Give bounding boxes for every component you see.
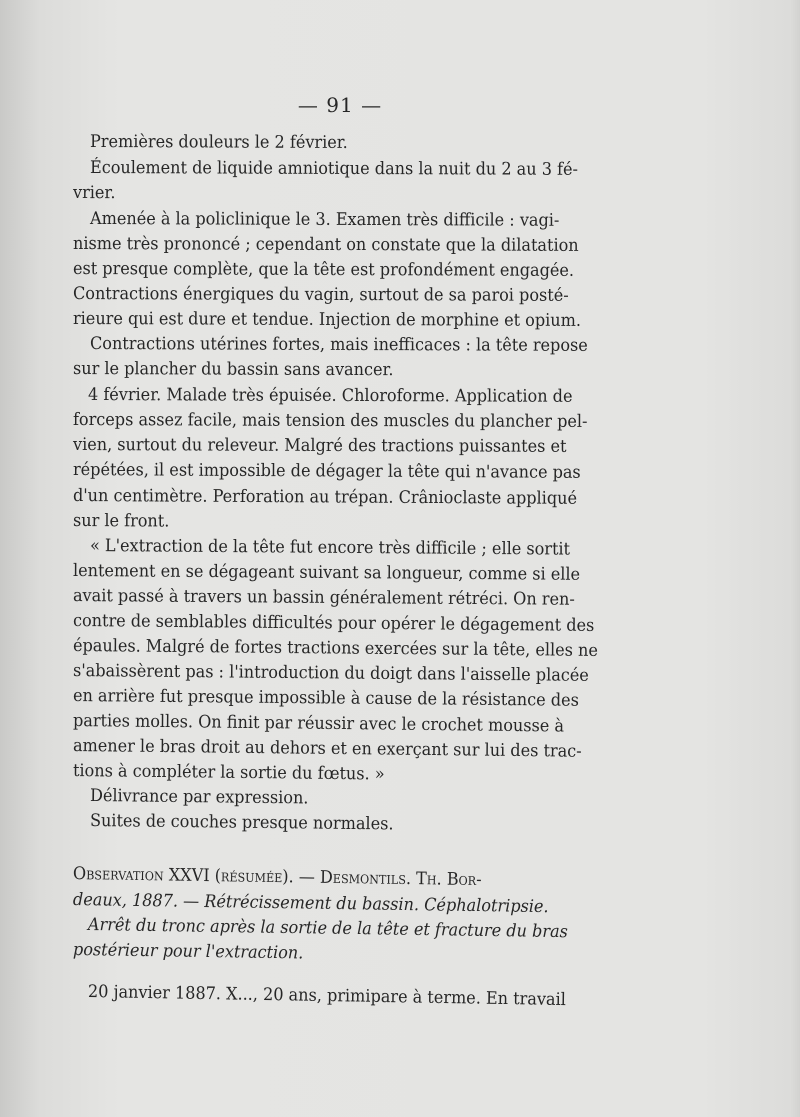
text-line: sur le front. — [72, 511, 170, 532]
text-line: rieure qui est dure et tendue. Injection de morphine et opium. — [72, 309, 582, 331]
text-line: tions à compléter la sortie du fœtus. » — [72, 761, 385, 785]
observation-line: Arrêt du tronc après la sortie de la tête et fracture du bras — [87, 915, 568, 943]
text-line: d'un centimètre. Perforation au trépan. Crânioclaste appliqué — [72, 486, 578, 509]
observation-line: deaux, 1887. — Rétrécissement du bassin. Céphalotripsie. — [72, 890, 549, 918]
text-line: Premières douleurs le 2 février. — [89, 132, 348, 153]
text-line: s'abaissèrent pas : l'introduction du doigt dans l'aisselle placée — [72, 661, 589, 686]
text-line: parties molles. On finit par réussir avec le crochet mousse à — [72, 711, 565, 737]
text-line: Délivrance par expression. — [89, 786, 309, 809]
observation-line: postérieur pour l'extraction. — [72, 940, 304, 964]
text-line: Contractions énergiques du vagin, surtout de sa paroi posté- — [72, 284, 569, 306]
text-line-final: 20 janvier 1887. X..., 20 ans, primipare à terme. En travail — [87, 982, 566, 1011]
text-line: Contractions utérines fortes, mais inefficaces : la tête repose — [89, 334, 588, 356]
text-line: Écoulement de liquide amniotique dans la nuit du 2 au 3 fé- — [89, 158, 579, 180]
text-line: Suites de couches presque normales. — [89, 811, 394, 835]
text-line: amener le bras droit au dehors et en exerçant sur lui des trac- — [72, 736, 582, 762]
text-line: Amenée à la policlinique le 3. Examen très difficile : vagi- — [89, 209, 560, 231]
text-line: 4 février. Malade très épuisée. Chloroforme. Application de — [87, 385, 573, 407]
text-line: est presque complète, que la tête est profondément engagée. — [72, 259, 575, 281]
text-line: lentement en se dégageant suivant sa longueur, comme si elle — [72, 561, 581, 585]
text-line: répétées, il est impossible de dégager la tête qui n'avance pas — [72, 460, 581, 483]
text-line: vrier. — [72, 183, 116, 204]
text-line: contre de semblables difficultés pour opérer le dégagement des — [72, 611, 595, 636]
observation-heading: Observation XXVI (résumée). — Desmontils. Th. Bor- — [72, 864, 482, 891]
text-line: « L'extraction de la tête fut encore très difficile ; elle sortit — [89, 536, 571, 560]
text-line: forceps assez facile, mais tension des muscles du plancher pel- — [72, 410, 588, 432]
text-line: épaules. Malgré de fortes tractions exercées sur la tête, elles ne — [72, 636, 598, 661]
text-line: en arrière fut presque impossible à cause de la résistance des — [72, 686, 579, 711]
text-line: vien, surtout du releveur. Malgré des tractions puissantes et — [72, 435, 567, 457]
text-line: nisme très prononcé ; cependant on constate que la dilatation — [72, 234, 579, 256]
text-line: avait passé à travers un bassin généralement rétréci. On ren- — [72, 586, 575, 610]
text-line: sur le plancher du bassin sans avancer. — [72, 359, 394, 381]
page-number: — 91 — — [297, 93, 383, 117]
